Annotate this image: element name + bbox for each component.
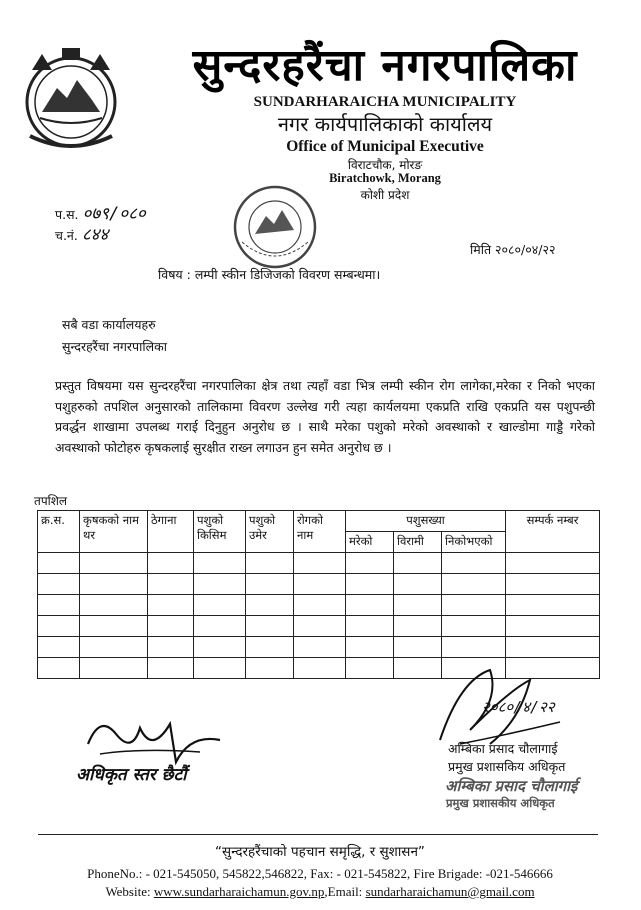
table-cell	[80, 616, 148, 637]
table-header-row	[38, 511, 600, 532]
table-cell	[394, 553, 442, 574]
ps-value: ०७९/०८०	[82, 204, 146, 224]
table-cell	[80, 637, 148, 658]
municipality-title-np: सुन्दरहरैंचा नगरपालिका	[192, 40, 578, 91]
col-sn: क्र.स.	[38, 511, 80, 553]
table-cell	[506, 637, 600, 658]
table-cell	[148, 658, 194, 679]
table-cell	[80, 658, 148, 679]
ps-label: प.स.	[55, 207, 79, 222]
table-caption: तपशिल	[34, 494, 68, 508]
table-cell	[442, 637, 506, 658]
footer-phone: PhoneNo.: - 021-545050, 545822,546822, Fax: - 021-545822, Fire Brigade: -021-546666	[87, 866, 553, 881]
address-np: विराटचौक, मोरङ	[347, 158, 423, 172]
table-row	[38, 574, 600, 595]
table-cell	[148, 616, 194, 637]
cn-value: ८४४	[81, 225, 109, 245]
table-cell	[194, 595, 246, 616]
table-row	[38, 595, 600, 616]
table-cell	[346, 637, 394, 658]
table-cell	[506, 553, 600, 574]
addressee-line-2: सुन्दरहरैंचा नगरपालिका	[62, 339, 167, 354]
table-cell	[506, 574, 600, 595]
table-cell	[346, 658, 394, 679]
website-link[interactable]: www.sundarharaichamun.gov.np	[153, 884, 325, 899]
office-title-en: Office of Municipal Executive	[286, 138, 484, 155]
letter-date: मिति २०८०/०४/२२	[470, 242, 556, 257]
office-title-np: नगर कार्यपालिकाको कार्यालय	[277, 112, 493, 136]
table-cell	[246, 553, 294, 574]
officer-title: प्रमुख प्रशासकिय अधिकृत	[448, 759, 566, 774]
footer-slogan: “सुन्दरहरैंचाको पहचान समृद्धि, र सुशासन”	[215, 844, 425, 860]
table-cell	[506, 595, 600, 616]
table-cell	[394, 574, 442, 595]
table-cell	[294, 637, 346, 658]
table-cell	[194, 637, 246, 658]
addressee-block	[62, 314, 167, 358]
signature-date: २०८०/४/२२	[482, 698, 555, 716]
officer-stamp-title: प्रमुख प्रशासकीय अधिकृत	[446, 796, 555, 810]
website-label: Website:	[105, 884, 151, 899]
table-cell	[442, 553, 506, 574]
office-stamp-icon	[230, 182, 320, 272]
table-cell	[346, 616, 394, 637]
col-animal-age: पशुको उमेर	[246, 511, 294, 553]
cn-label: च.नं.	[55, 228, 78, 243]
table-cell	[294, 616, 346, 637]
table-cell	[442, 595, 506, 616]
table-cell	[346, 553, 394, 574]
table-cell	[294, 658, 346, 679]
footer-divider	[38, 834, 598, 835]
table-cell	[246, 658, 294, 679]
table-cell	[148, 553, 194, 574]
table-cell	[506, 616, 600, 637]
table-cell	[38, 616, 80, 637]
table-cell	[38, 553, 80, 574]
left-signatory-label: अधिकृत स्तर छैटौं	[76, 765, 187, 785]
table-cell	[38, 658, 80, 679]
table-cell	[80, 553, 148, 574]
table-cell	[194, 553, 246, 574]
table-cell	[194, 574, 246, 595]
table-cell	[246, 595, 294, 616]
table-cell	[194, 658, 246, 679]
municipality-title-en: SUNDARHARAICHA MUNICIPALITY	[253, 94, 517, 110]
table-cell	[246, 616, 294, 637]
table-cell	[294, 574, 346, 595]
col-farmer: कृषकको नाम थर	[80, 511, 148, 553]
table-row	[38, 553, 600, 574]
table-cell	[294, 595, 346, 616]
table-cell	[246, 637, 294, 658]
table-cell	[38, 637, 80, 658]
addressee-line-1: सबै वडा कार्यालयहरु	[62, 317, 156, 332]
footer-web	[40, 884, 600, 900]
table-row	[38, 616, 600, 637]
table-cell	[148, 637, 194, 658]
letter-subject: विषय : लम्पी स्कीन डिजिजको विवरण सम्बन्धमा।	[158, 267, 381, 282]
table-cell	[442, 574, 506, 595]
table-cell	[346, 595, 394, 616]
col-contact: सम्पर्क नम्बर	[506, 511, 600, 553]
table-cell	[442, 616, 506, 637]
letter-body: प्रस्तुत विषयमा यस सुन्दरहरैंचा नगरपालिका क्षेत्र तथा त्यहाँ वडा भित्र लम्पी स्कीन रोग लागेका,मरेका र निको भएका पशुहरुको तपशिल अनुसारको तालिकामा विवरण उल्लेख गरी त्यहा कार्यलयमा एकप्रति राखि एकप्रति यस पशुपन्छी प्रवर्द्धन शाखामा उपलब्ध गराई दिनुहुन अनुरोध छ । साथै मरेका पशुको मरेको अवस्थाको र खाल्डोमा गाड्डै गरेको अवस्थाको फोटोहरु कृषकलाई सुरक्षीत राख्न लगाउन हुन समेत अनुरोध छ ।	[55, 378, 595, 455]
col-dead: मरेको	[346, 532, 394, 553]
municipality-emblem-icon	[12, 40, 130, 158]
table-row	[38, 637, 600, 658]
col-address: ठेगाना	[148, 511, 194, 553]
table-cell	[194, 616, 246, 637]
col-disease: रोगको नाम	[294, 511, 346, 553]
address-en: Biratchowk, Morang	[329, 171, 441, 185]
table-cell	[80, 574, 148, 595]
officer-name: अम्बिका प्रसाद चौलागाई	[448, 741, 558, 756]
left-signature-icon	[80, 704, 230, 770]
col-sick: विरामी	[394, 532, 442, 553]
officer-stamp-name: अम्बिका प्रसाद चौलागाई	[445, 777, 578, 795]
province-np: कोशी प्रदेश	[360, 188, 410, 202]
table-cell	[346, 574, 394, 595]
table-cell	[394, 595, 442, 616]
col-count-group: पशुसख्या	[346, 511, 506, 532]
table-cell	[394, 616, 442, 637]
reference-block	[55, 204, 146, 246]
details-table	[37, 510, 600, 679]
table-cell	[148, 595, 194, 616]
col-recovered: निकोभएको	[442, 532, 506, 553]
table-cell	[394, 637, 442, 658]
table-cell	[148, 574, 194, 595]
table-cell	[38, 574, 80, 595]
col-animal-type: पशुको किसिम	[194, 511, 246, 553]
table-cell	[294, 553, 346, 574]
table-cell	[38, 595, 80, 616]
email-label: ,Email:	[324, 884, 363, 899]
email-link[interactable]: sundarharaichamun@gmail.com	[365, 884, 535, 899]
table-cell	[246, 574, 294, 595]
table-cell	[80, 595, 148, 616]
